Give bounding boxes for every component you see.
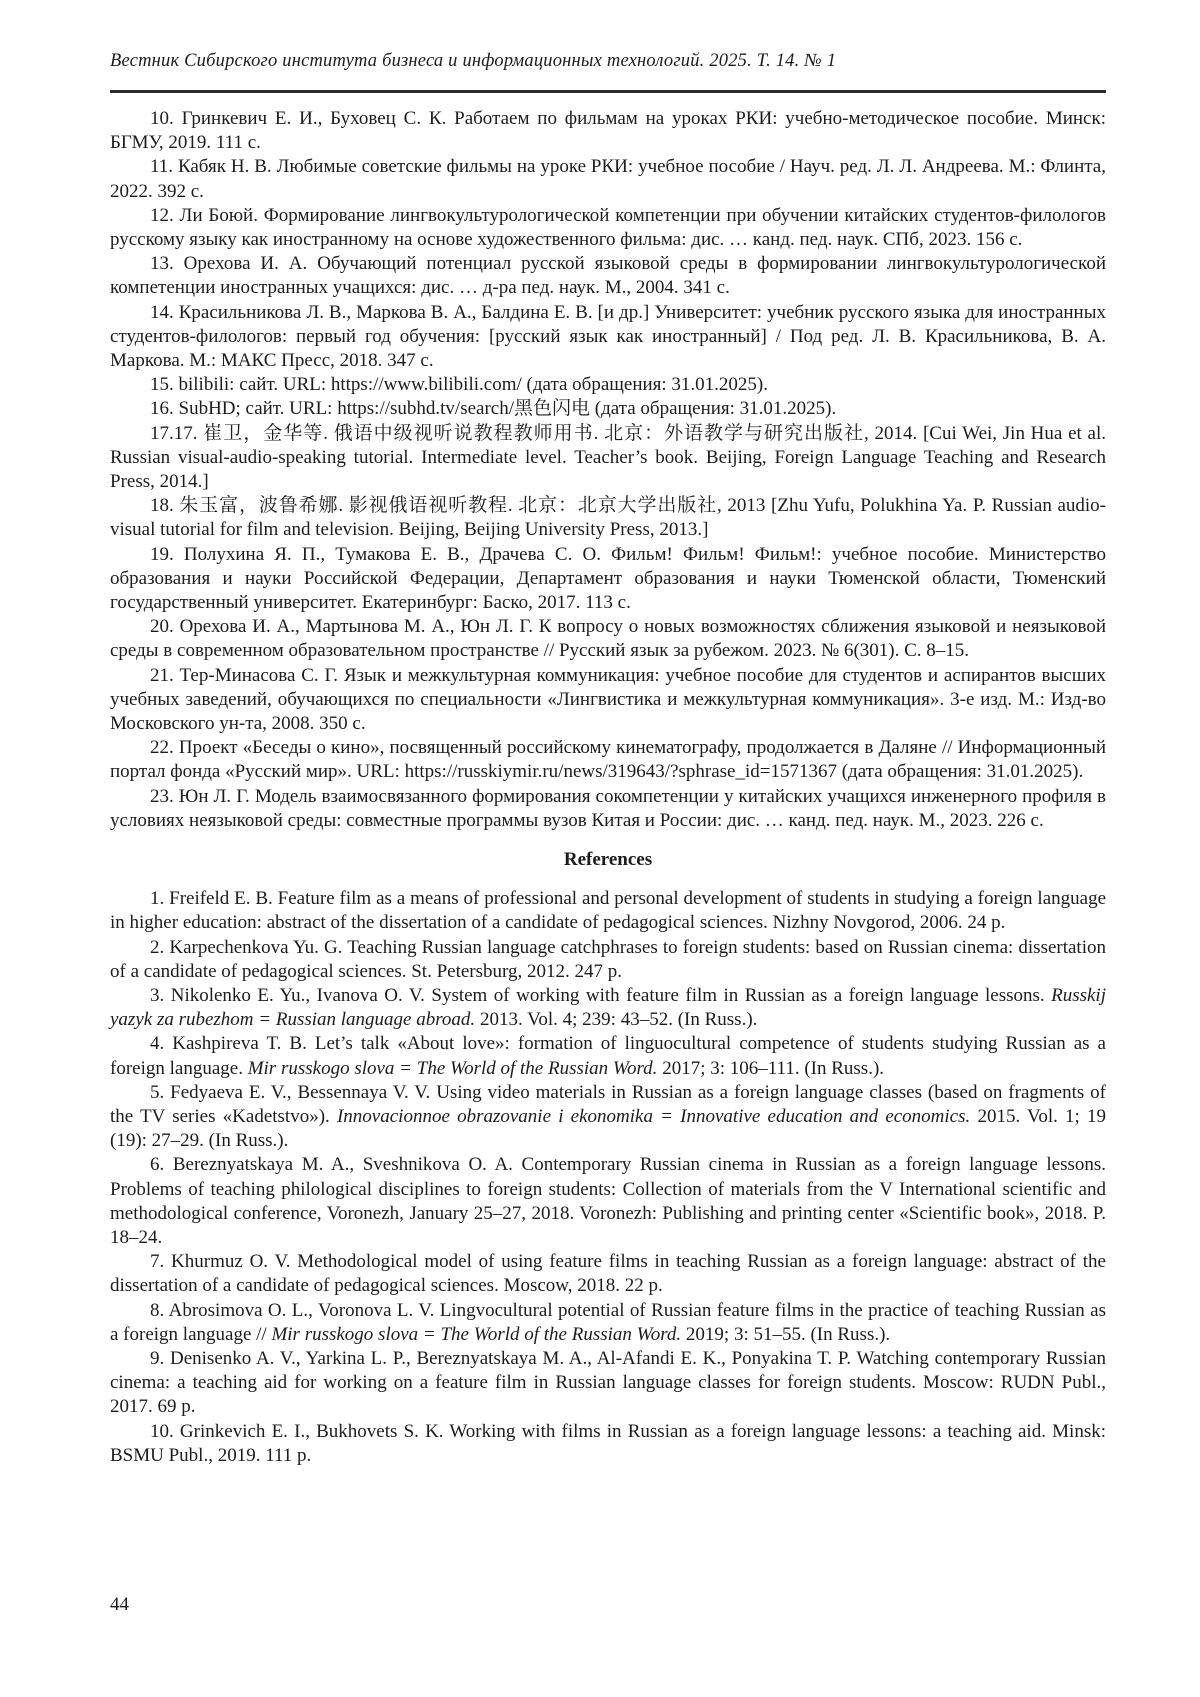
reference-item <box>110 422 1106 495</box>
reference-text: 21. Тер-Минасова С. Г. Язык и межкультурная коммуникация: учебное пособие для студентов и аспирантов высших учебных заведений, обучающихся по специальности «Лингвистика и межкультурная коммуникация». 3-е изд. М.: Изд-во Московского ун-та, 2008. 350 с. <box>110 664 1106 735</box>
journal-title-italic: Russkij yazyk za rubezhom = Russian language abroad. <box>110 984 1106 1031</box>
reference-text: 15. bilibili: сайт. URL: https://www.bilibili.com/ (дата обращения: 31.01.2025). <box>150 374 769 396</box>
reference-text: 1. Freifeld E. B. Feature film as a means of professional and personal development of students in studying a foreign language in higher education: abstract of the dissertation of a candidate of pedagogical sciences. Nizhny Novgorod, 2006. 24 p. <box>110 888 1106 934</box>
page-content <box>110 50 1106 1468</box>
references-heading: References <box>563 849 653 871</box>
reference-text: 2. Karpechenkova Yu. G. Teaching Russian language catchphrases to foreign students: based on Russian cinema: dissertation of a candidate of pedagogical sciences. St. Petersburg, 2012. 247 p. <box>110 936 1106 982</box>
reference-item <box>110 1347 1106 1420</box>
reference-text: 7. Khurmuz O. V. Methodological model of using feature films in teaching Russian as a foreign language: abstract of the dissertation of a candidate of pedagogical sciences. Moscow, 2018. 22 p. <box>110 1251 1106 1297</box>
reference-item <box>110 615 1106 663</box>
reference-text: 12. Ли Боюй. Формирование лингвокультурологической компетенции при обучении китайских студентов-филологов русскому языку как иностранному на основе художественного фильма: дис. … канд. пед. наук. СПб, 2023. 156 с. <box>110 204 1106 251</box>
journal-title-italic: Mir russkogo slova = The World of the Russian Word. <box>247 1057 658 1079</box>
journal-title-italic: Mir russkogo slova = The World of the Russian Word. <box>271 1323 682 1345</box>
reference-text: 10. Grinkevich E. I., Bukhovets S. K. Working with films in Russian as a foreign language lessons: a teaching aid. Minsk: BSMU Publ., 2019. 111 p. <box>110 1420 1106 1466</box>
reference-text: 11. Кабяк Н. В. Любимые советские фильмы на уроке РКИ: учебное пособие / Науч. ред. Л. Л. Андреева. М.: Флинта, 2022. 392 с. <box>110 156 1106 202</box>
reference-item <box>110 1081 1106 1154</box>
reference-item <box>110 936 1106 984</box>
reference-item <box>110 155 1106 203</box>
reference-item <box>110 301 1106 374</box>
reference-text: 16. SubHD; сайт. URL: https://subhd.tv/search/黑色闪电 (дата обращения: 31.01.2025). <box>150 398 837 420</box>
reference-item <box>110 1299 1106 1347</box>
reference-text: 2015. Vol. 1; 19 (19): 27–29. (In Russ.). <box>110 1105 1106 1152</box>
reference-text: 3. Nikolenko E. Yu., Ivanova O. V. System of working with feature film in Russian as a foreign language lessons. <box>150 984 1052 1006</box>
reference-item <box>110 494 1106 542</box>
reference-item <box>110 984 1106 1032</box>
russian-reference-list <box>110 107 1106 833</box>
reference-text: 9. Denisenko A. V., Yarkina L. P., Bereznyatskaya M. A., Al-Afandi E. K., Ponyakina T. P. Watching contemporary Russian cinema: a teaching aid for working on a feature film in Russian language classes for foreign students. Moscow: RUDN Publ., 2017. 69 p. <box>110 1347 1106 1418</box>
reference-item <box>110 252 1106 300</box>
reference-item <box>110 1153 1106 1250</box>
reference-text: 20. Орехова И. А., Мартынова М. А., Юн Л. Г. К вопросу о новых возможностях сближения языковой и неязыковой среды в современном образовательном пространстве // Русский язык за рубежом. 2023. № 6(301). С. 8–15. <box>110 616 1106 662</box>
page-number: 44 <box>110 1594 129 1615</box>
reference-text: 10. Гринкевич Е. И., Буховец С. К. Работаем по фильмам на уроках РКИ: учебно-методическое пособие. Минск: БГМУ, 2019. 111 с. <box>110 108 1106 154</box>
journal-header: Вестник Сибирского института бизнеса и информационных технологий. 2025. Т. 14. № 1 <box>110 51 837 71</box>
header-rule <box>110 90 1106 93</box>
reference-text: 8. Abrosimova O. L., Voronova L. V. Lingvocultural potential of Russian feature films in the practice of teaching Russian as a foreign language // <box>110 1299 1106 1345</box>
reference-text: 2019; 3: 51–55. (In Russ.). <box>681 1323 891 1345</box>
reference-item <box>110 887 1106 935</box>
reference-item <box>110 1032 1106 1080</box>
reference-text: 23. Юн Л. Г. Модель взаимосвязанного формирования сокомпетенции у китайских учащихся инженерного профиля в условиях неязыковой среды: совместные программы вузов Китая и России: дис. … канд. пед. наук. М., 2023. 226 с. <box>110 785 1106 831</box>
reference-item <box>110 373 1106 397</box>
reference-item <box>110 543 1106 616</box>
reference-text: 19. Полухина Я. П., Тумакова Е. В., Драчева С. О. Фильм! Фильм! Фильм!: учебное пособие. Министерство образования и науки Российской Федерации, Департамент образования и науки Тюменской области, Тюменский государственный университет. Екатеринбург: Баско, 2017. 113 с. <box>110 543 1106 614</box>
reference-item <box>110 397 1106 421</box>
reference-item <box>110 664 1106 737</box>
reference-text: 17.17. 崔卫，金华等. 俄语中级视听说教程教师用书. 北京：外语教学与研究出版社, 2014. [Cui Wei, Jin Hua et al. Russian visual-audio-speaking tutorial. Intermediate level. Teacher’s book. Beijing, Foreign Language Teaching and Research Press, 2014.] <box>110 422 1106 493</box>
reference-item <box>110 736 1106 784</box>
journal-title-italic: Innovacionnoe obrazovanie i ekonomika = Innovative education and economics. <box>336 1105 971 1127</box>
reference-text: 13. Орехова И. А. Обучающий потенциал русской языковой среды в формировании лингвокультурологической компетенции иностранных учащихся: дис. … д-ра пед. наук. М., 2004. 341 с. <box>110 253 1106 299</box>
reference-item <box>110 107 1106 155</box>
reference-item <box>110 785 1106 833</box>
reference-text: 18. 朱玉富，波鲁希娜. 影视俄语视听教程. 北京：北京大学出版社, 2013 [Zhu Yufu, Polukhina Ya. P. Russian audio-visual tutorial for film and television. Beijing, Beijing University Press, 2013.] <box>110 495 1106 541</box>
reference-text: 4. Kashpireva T. B. Let’s talk «About love»: formation of linguocultural competence of students studying Russian as a foreign language. <box>110 1033 1106 1079</box>
reference-text: 22. Проект «Беседы о кино», посвященный российскому кинематографу, продолжается в Даляне // Информационный портал фонда «Русский мир». URL: https://russkiymir.ru/news/319643/?sphrase_id=1571367 (дата обращения: 31.01.2025). <box>110 737 1106 783</box>
english-reference-list <box>110 887 1106 1468</box>
reference-item <box>110 204 1106 252</box>
reference-text: 2013. Vol. 4; 239: 43–52. (In Russ.). <box>475 1009 758 1031</box>
reference-item <box>110 1420 1106 1468</box>
reference-text: 2017; 3: 106–111. (In Russ.). <box>657 1057 885 1079</box>
reference-text: 6. Bereznyatskaya M. A., Sveshnikova O. A. Contemporary Russian cinema in Russian as a foreign language lessons. Problems of teaching philological disciplines to foreign students: Collection of materials from the V International scientific and methodological conference, Voronezh, January 25–27, 2018. Voronezh: Publishing and printing center «Scientific book», 2018. P. 18–24. <box>110 1154 1106 1248</box>
reference-text: 14. Красильникова Л. В., Маркова В. А., Балдина Е. В. [и др.] Университет: учебник русского языка для иностранных студентов-филологов: первый год обучения: [русский язык как иностранный] / Под ред. Л. В. Красильникова, В. А. Маркова. М.: МАКС Пресс, 2018. 347 с. <box>110 301 1106 372</box>
bibliography-section <box>110 107 1106 1468</box>
reference-text: 5. Fedyaeva E. V., Bessennaya V. V. Using video materials in Russian as a foreign language classes (based on fragments of the TV series «Kadetstvo»). <box>110 1081 1106 1127</box>
reference-item <box>110 1250 1106 1298</box>
